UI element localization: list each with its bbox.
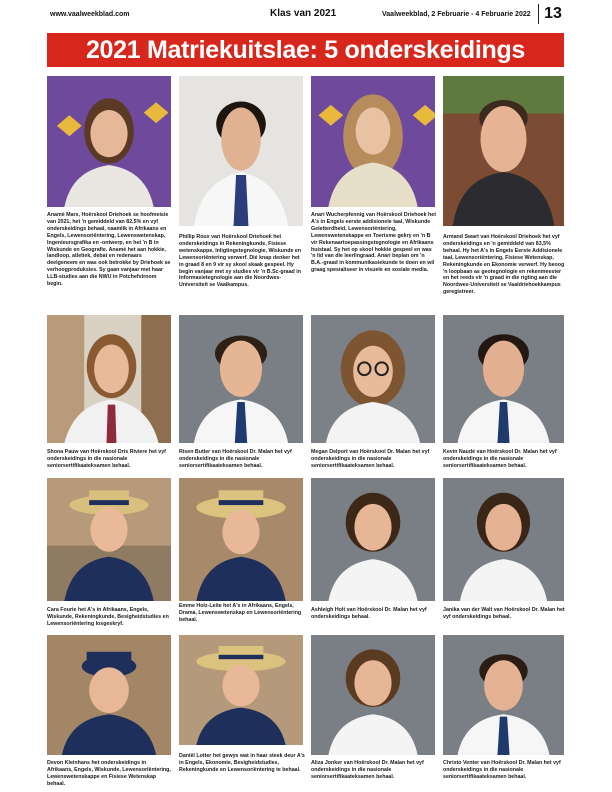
photo-anari — [311, 76, 435, 207]
photo-anami — [47, 76, 171, 207]
photo-megan — [311, 315, 435, 443]
photo-phillip — [179, 76, 303, 226]
headline-banner — [47, 33, 564, 67]
caption-phillip: Phillip Roux van Hoërskool Driehoek het onderskeidings in Rekeningkunde, Fisiese wetenskappe, Inligtingstegnologie, Wiskunde en Lewensoriëntering verwerf. Dié knap denker het in graad 8 en 9 vir sy skool skaak gespeel. Hy begin vanjaar met sy studies vir 'n B.Sc-graad in Informasietegnologie aan die Noordwes-Universiteit se Vaalkampus. — [179, 234, 302, 289]
caption-anami: Anamé Marx, Hoërskool Driehoek se hoofmeisie van 2021, het 'n gemiddeld van 82,5% en vyf onderskeidings behaal, naamlik in Afrikaans en Engels, Lewensoriëntering, Lewenswetenskap, Ingenieursgrafika en -ontwerp, en het 'n B in Wiskunde en Geografie. Anamé het aan hokkie, landloop, atletiek, debat en redenaars deelgeneem en was ook betrokke by Driehoek se verhoogproduksies. Sy gaan vanjaar met haar LLB-studies aan die NWU in Potchefstroom begin. — [47, 212, 171, 288]
page-header — [0, 0, 612, 28]
caption-shona: Shona Pauw van Hoërskool Dris Riviere het vyf onderskeidings in die nasionale seniorsertifikaateksamen behaal. — [47, 449, 166, 469]
caption-emme: Emme Holz-Leite het A's in Afrikaans, Engels, Drama, Lewenswetenskap en Lewensoriëntering behaal. — [179, 603, 302, 623]
caption-risen: Risen Butler van Hoërskool Dr. Malan het vyf onderskeidings in die nasionale seniorsertifikaateksamen behaal. — [179, 449, 292, 469]
photo-risen — [179, 315, 303, 443]
photo-janika — [443, 478, 564, 601]
caption-janika: Janika van der Walt van Hoërskool Dr. Malan het vyf onderskeidings behaal. — [443, 607, 565, 620]
photo-armand — [443, 76, 564, 226]
photo-devon — [47, 635, 171, 755]
headline-title: 2021 Matriekuitslae: 5 onderskeidings — [85, 36, 526, 64]
photo-shona — [47, 315, 171, 443]
photo-aliza — [311, 635, 435, 755]
photo-daniel — [179, 635, 303, 745]
caption-kevin: Kevin Naudé van Hoërskool Dr. Malan het vyf onderskeidings in die nasionale seniorsertifikaateksamen behaal. — [443, 449, 557, 469]
caption-christo: Christo Venter van Hoërskool Dr. Malan het vyf onderskeidings in die nasionale seniorsertifikaateksamen behaal. — [443, 760, 561, 780]
photo-kevin — [443, 315, 564, 443]
website-url: www.vaalweekblad.com — [50, 11, 130, 18]
page-number: 13 — [538, 4, 567, 24]
photo-christo — [443, 635, 564, 755]
caption-anari: Anari Wucherpfennig van Hoërskool Driehoek het A's in Engels eerste addisionele taal, Wiskunde Geletterdheid, Lewensoriëntering, Lewenswetenskappe en Toerisme gekry en 'n B vir Rekenaartoepassingstegnologie en Afrikaans huistaal. Sy het op skool hokkie gespeel en was 'n lid van die leerlingraad. Anari beplan om 'n B.A.-graad in kommunikasiekunde te doen en wil graag spesialiseer in visuele en sosiale media. — [311, 212, 436, 274]
section-title: Klas van 2021 — [270, 8, 337, 19]
photo-emme — [179, 478, 303, 601]
issue-date: Vaalweekblad, 2 Februarie - 4 Februarie 2022 — [382, 11, 531, 18]
caption-armand: Armand Swart van Hoërskool Driehoek het vyf onderskeidings en 'n gemiddeld van 83,5% behaal. Hy het A's in Engels Eerste Addisionele taal, Lewensoriëntering, Fisiese Wetenskap, Rekeningkunde en Ekonomie verwerf. Hy beoog 'n loopbaan as geotegnologie en rekenmeester en het reeds vir 'n graad in die rigting aan die Noordwes-Universiteit se Vaaldriehoekkampus geregistreer. — [443, 234, 565, 296]
caption-ashleigh: Ashleigh Holt van Hoërskool Dr. Malan het vyf onderskeidings behaal. — [311, 607, 427, 620]
caption-daniel: Daniël Lotter het gewys wat in haar steek deur A's in Engels, Ekonomie, Besigheidstudies, Rekeningkunde en Lewensoriëntering te behaal. — [179, 753, 305, 773]
caption-cara: Cara Fourie het A's in Afrikaans, Engels, Wiskunde, Rekeningkunde, Besigheidstudies en Lewensoriëntering losgeskryf. — [47, 607, 169, 627]
photo-cara — [47, 478, 171, 601]
caption-aliza: Aliza Jonker van Hoërskool Dr. Malan het vyf onderskeidings in die nasionale seniorsertifikaateksamen behaal. — [311, 760, 424, 780]
caption-devon: Devon Kleinhans het onderskeidings in Afrikaans, Engels, Wiskunde, Lewensoriëntering, Lewenswetenskappe en Fisiese Wetenskap behaal. — [47, 760, 171, 787]
caption-megan: Megan Delport van Hoërskool Dr. Malan het vyf onderskeidings in die nasionale seniorsertifikaateksamen behaal. — [311, 449, 430, 469]
photo-ashleigh — [311, 478, 435, 601]
